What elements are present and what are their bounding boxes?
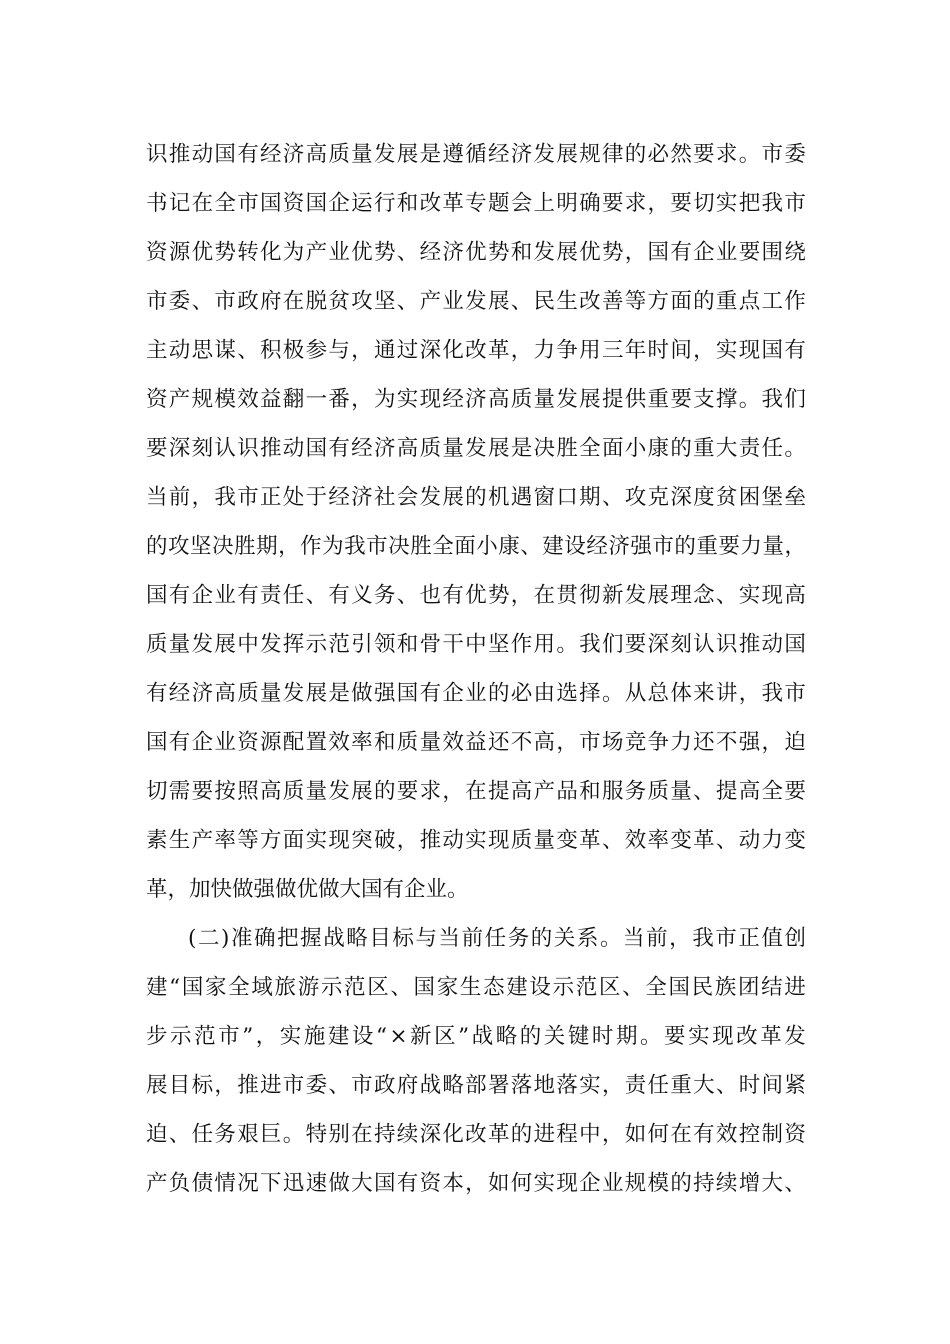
text-line: 资 产 规 模 效 益 翻 一 番 ， 为 实 现 经 济 高 质 量 发 展 提 供 重 要 支 撑 。 我 们 [146,387,806,412]
text-line: 主 动 思 谋 、 积 极 参 与 ， 通 过 深 化 改 革 ， 力 争 用 三 年 时 间 ， 实 现 国 有 [146,338,806,363]
text-line: 国 有 企 业 有 责 任 、 有 义 务 、 也 有 优 势 ， 在 贯 彻 新 发 展 理 念 、 实 现 高 [146,583,806,608]
text-line: 识 推 动 国 有 经 济 高 质 量 发 展 是 遵 循 经 济 发 展 规 律 的 必 然 要 求 。 市 委 [146,142,806,167]
text-line: 资 源 优 势 转 化 为 产 业 优 势 、 经 济 优 势 和 发 展 优 势 ， 国 有 企 业 要 围 绕 [146,240,806,265]
section-heading-line: ( 二 ) 准 确 把 握 战 略 目 标 与 当 前 任 务 的 关 系 。 当 前 ， 我 市 正 值 创 [188,926,806,951]
text-line: 质 量 发 展 中 发 挥 示 范 引 领 和 骨 干 中 坚 作 用 。 我 们 要 深 刻 认 识 推 动 国 [146,632,806,657]
text-line: 当 前 ， 我 市 正 处 于 经 济 社 会 发 展 的 机 遇 窗 口 期 、 攻 克 深 度 贫 困 堡 垒 [146,485,806,510]
text-line: 有 经 济 高 质 量 发 展 是 做 强 国 有 企 业 的 必 由 选 择 。 从 总 体 来 讲 ， 我 市 [146,681,806,706]
text-line: 建 “ 国 家 全 域 旅 游 示 范 区 、 国 家 生 态 建 设 示 范 区 、 全 国 民 族 团 结 进 [146,975,806,1000]
text-line: 书 记 在 全 市 国 资 国 企 运 行 和 改 革 专 题 会 上 明 确 要 求 ， 要 切 实 把 我 市 [146,191,806,216]
text-line: 市 委 、 市 政 府 在 脱 贫 攻 坚 、 产 业 发 展 、 民 生 改 善 等 方 面 的 重 点 工 作 [146,289,806,314]
text-line: 迫 、 任 务 艰 巨 。 特 别 在 持 续 深 化 改 革 的 进 程 中 ， 如 何 在 有 效 控 制 资 [146,1122,806,1147]
text-line: 革，加快做强做优做大国有企业。 [146,877,469,902]
text-line: 产 负 债 情 况 下 迅 速 做 大 国 有 资 本 ， 如 何 实 现 企 业 规 模 的 持 续 增 大 、 [146,1171,806,1196]
text-line: 展 目 标 ， 推 进 市 委 、 市 政 府 战 略 部 署 落 地 落 实 ， 责 任 重 大 、 时 间 紧 [146,1073,806,1098]
text-line: 国 有 企 业 资 源 配 置 效 率 和 质 量 效 益 还 不 高 ， 市 场 竞 争 力 还 不 强 ， 迫 [146,730,806,755]
text-line: 切 需 要 按 照 高 质 量 发 展 的 要 求 ， 在 提 高 产 品 和 服 务 质 量 、 提 高 全 要 [146,779,806,804]
body-text [146,130,806,1208]
text-line: 的 攻 坚 决 胜 期 ， 作 为 我 市 决 胜 全 面 小 康 、 建 设 经 济 强 市 的 重 要 力 量 ， [146,534,806,559]
text-line: 要 深 刻 认 识 推 动 国 有 经 济 高 质 量 发 展 是 决 胜 全 面 小 康 的 重 大 责 任 。 [146,436,806,461]
text-line: 步 示 范 市 ” ， 实 施 建 设 “ × 新 区 ” 战 略 的 关 键 时 期 。 要 实 现 改 革 发 [146,1024,806,1049]
text-line: 素 生 产 率 等 方 面 实 现 突 破 ， 推 动 实 现 质 量 变 革 、 效 率 变 革 、 动 力 变 [146,828,806,853]
